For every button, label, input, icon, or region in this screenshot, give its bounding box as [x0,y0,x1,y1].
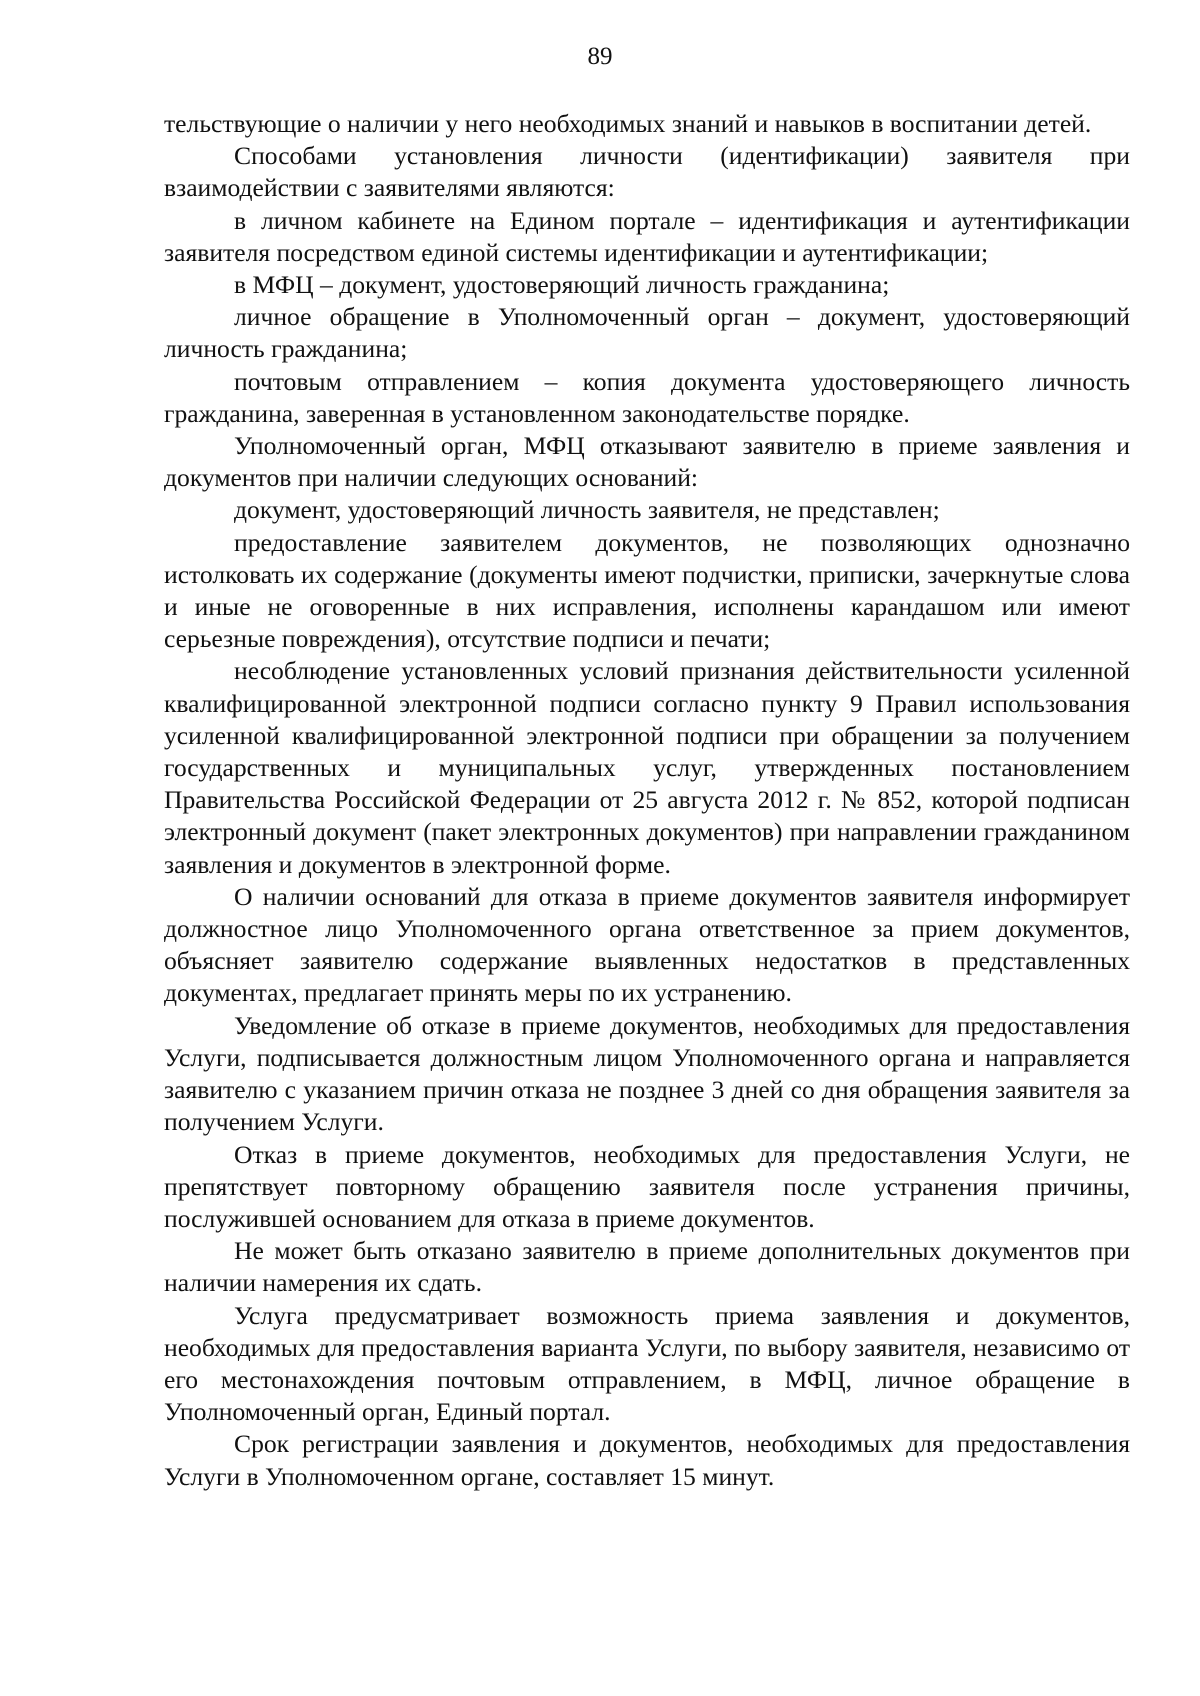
paragraph-personal-visit: личное обращение в Уполномоченный орган – документ, удостоверяющий личность гражданина; [164,302,1130,364]
paragraph-no-id-document: документ, удостоверяющий личность заявителя, не представлен; [234,495,940,525]
page-number: 89 [587,43,613,70]
paragraph-personal-account: в личном кабинете на Едином портале – идентификация и аутентификации заявителя посредством единой системы идентификации и аутентификации; [164,205,1130,267]
paragraph-repeat-application: Отказ в приеме документов, необходимых для предоставления Услуги, не препятствует повторному обращению заявителя после устранения причины, послужившей основанием для отказа в приеме документов. [164,1139,1130,1233]
paragraph-mfc: в МФЦ – документ, удостоверяющий личность гражданина; [234,270,890,300]
paragraph-ambiguous-documents: предоставление заявителем документов, не позволяющих однозначно истолковать их содержание (документы имеют подчистки, приписки, зачеркнутые слова и иные не оговоренные в них исправления, исполнены карандашом или имеют серьезные повреждения), отсутствие подписи и печати; [164,527,1130,654]
paragraph-refusal-notification: О наличии оснований для отказа в приеме документов заявителя информирует должностное лицо Уполномоченного органа ответственное за прием документов, объясняет заявителю содержание выявленных недостатков в представленных документах, предлагает принять меры по их устранению. [164,881,1130,1008]
paragraph-submission-options: Услуга предусматривает возможность приема заявления и документов, необходимых для предоставления варианта Услуги, по выбору заявителя, независимо от его местонахождения почтовым отправлением, в МФЦ, личное обращение в Уполномоченный орган, Единый портал. [164,1300,1130,1427]
document-body [164,108,1130,1493]
paragraph-postal: почтовым отправлением – копия документа удостоверяющего личность гражданина, заверенная в установленном законодательстве порядке. [164,366,1130,428]
paragraph-electronic-signature: несоблюдение установленных условий признания действительности усиленной квалифицированной электронной подписи согласно пункту 9 Правил использования усиленной квалифицированной электронной подписи при обращении за получением государственных и муниципальных услуг, утвержденных постановлением Правительства Российской Федерации от 25 августа 2012 г. № 852, которой подписан электронный документ (пакет электронных документов) при направлении гражданином заявления и документов в электронной форме. [164,656,1130,879]
paragraph-registration-time: Срок регистрации заявления и документов, необходимых для предоставления Услуги в Уполномоченном органе, составляет 15 минут. [164,1429,1130,1491]
paragraph-additional-documents: Не может быть отказано заявителю в приеме дополнительных документов при наличии намерения их сдать. [164,1236,1130,1298]
paragraph-refusal-notice: Уведомление об отказе в приеме документов, необходимых для предоставления Услуги, подписывается должностным лицом Уполномоченного органа и направляется заявителю с указанием причин отказа не позднее 3 дней со дня обращения заявителя за получением Услуги. [164,1010,1130,1137]
paragraph-continuation: тельствующие о наличии у него необходимых знаний и навыков в воспитании детей. [164,109,1092,138]
paragraph-refusal-grounds: Уполномоченный орган, МФЦ отказывают заявителю в приеме заявления и документов при наличии следующих оснований: [164,431,1130,493]
paragraph-identification-methods: Способами установления личности (идентификации) заявителя при взаимодействии с заявителями являются: [164,141,1130,203]
